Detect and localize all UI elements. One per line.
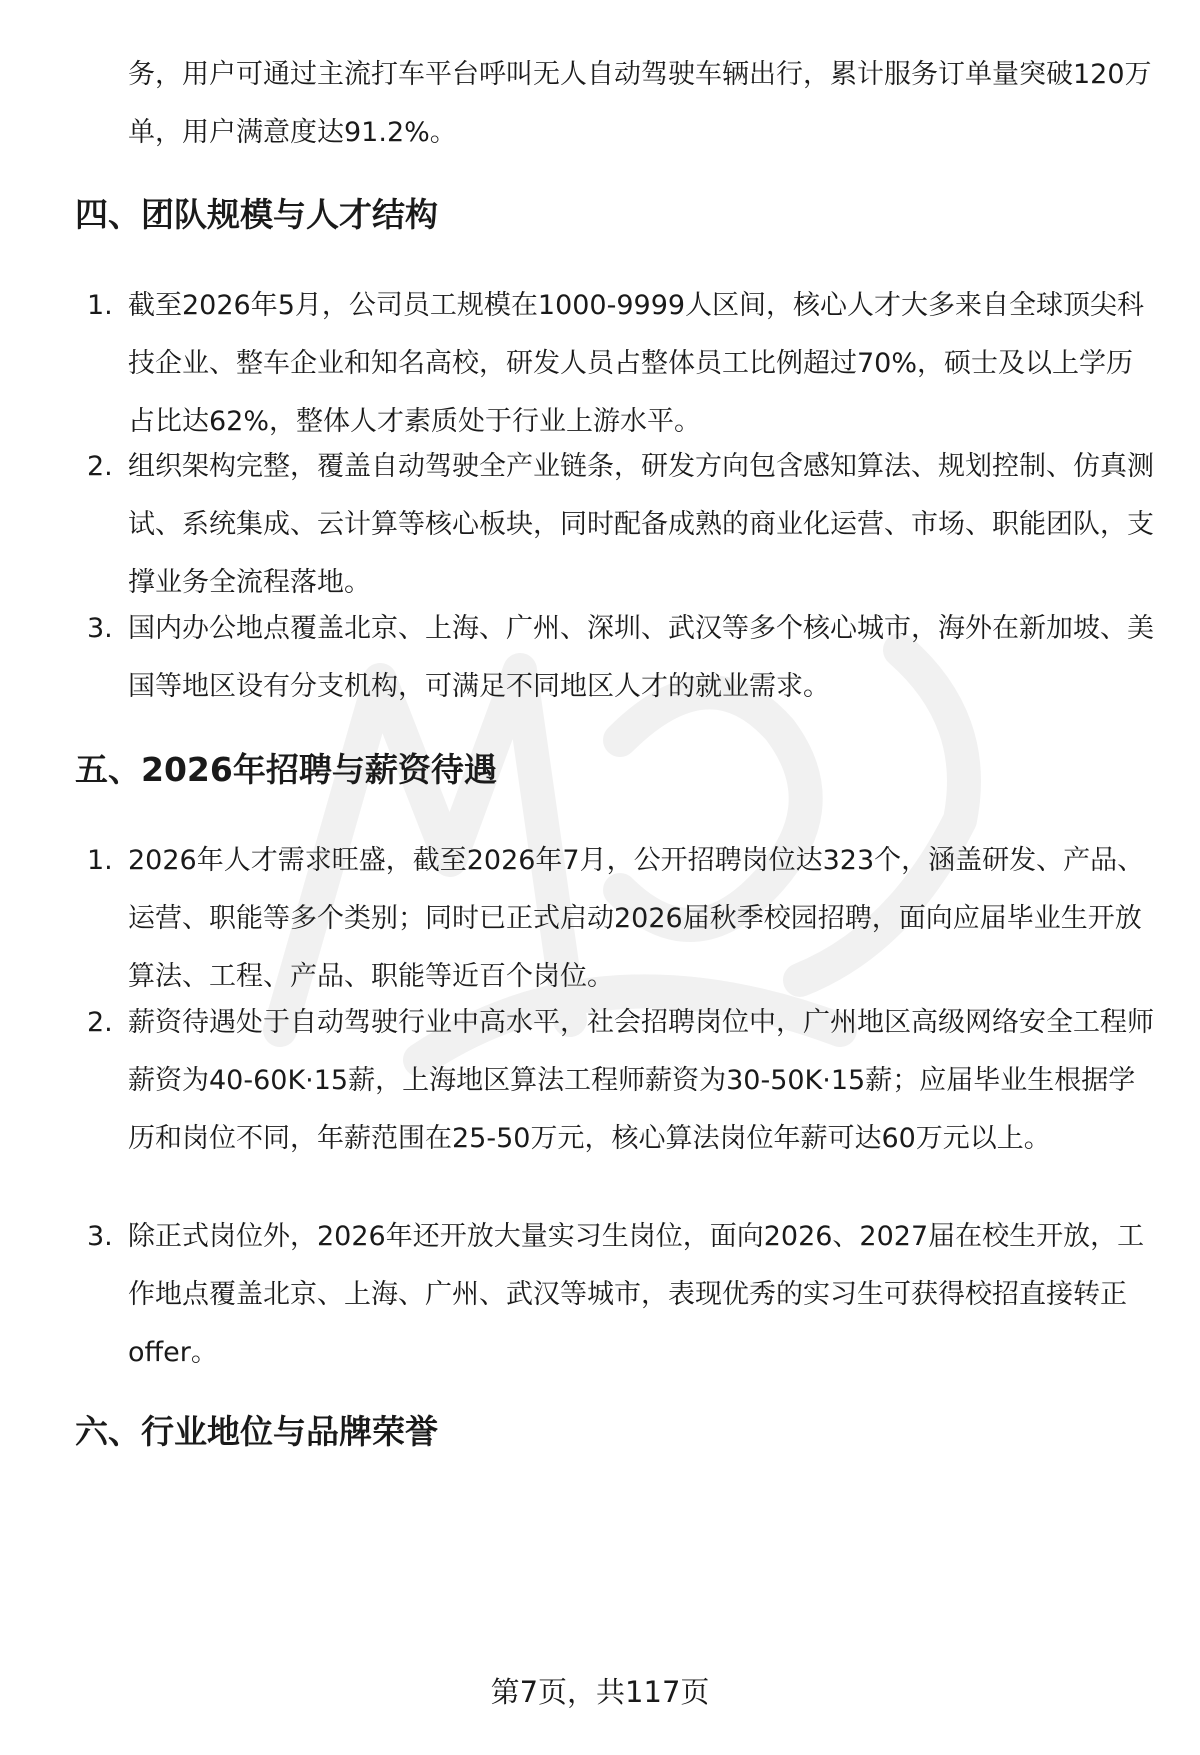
- list-item-text: 截至2026年5月，公司员工规模在1000-9999人区间，核心人才大多来自全球顶尖科技企业、整车企业和知名高校，研发人员占整体员工比例超过70%，硕士及以上学历占比达62%，整体人才素质处于行业上游水平。: [128, 290, 1145, 437]
- list-item-number: 2.: [87, 451, 113, 482]
- page-number: 第7页，共117页: [490, 1675, 710, 1709]
- list-item-text: 薪资待遇处于自动驾驶行业中高水平，社会招聘岗位中，广州地区高级网络安全工程师薪资为40-60K·15薪，上海地区算法工程师薪资为30-50K·15薪；应届毕业生根据学历和岗位不同，年薪范围在25-50万元，核心算法岗位年薪可达60万元以上。: [128, 1007, 1154, 1154]
- list-item-number: 3.: [87, 1221, 113, 1252]
- list-item-text: 国内办公地点覆盖北京、上海、广州、深圳、武汉等多个核心城市，海外在新加坡、美国等地区设有分支机构，可满足不同地区人才的就业需求。: [128, 613, 1154, 702]
- list-item-number: 1.: [87, 290, 113, 321]
- list-item-number: 2.: [87, 1007, 113, 1038]
- intro-paragraph: 务，用户可通过主流打车平台呼叫无人自动驾驶车辆出行，累计服务订单量突破120万单，用户满意度达91.2%。: [128, 59, 1152, 148]
- list-item-text: 2026年人才需求旺盛，截至2026年7月，公开招聘岗位达323个，涵盖研发、产品、运营、职能等多个类别；同时已正式启动2026届秋季校园招聘，面向应届毕业生开放算法、工程、产品、职能等近百个岗位。: [128, 845, 1145, 992]
- section-heading-recruitment: 五、2026年招聘与薪资待遇: [75, 750, 497, 789]
- list-item-number: 3.: [87, 613, 113, 644]
- section-heading-team: 四、团队规模与人才结构: [75, 195, 438, 234]
- list-item-text: 除正式岗位外，2026年还开放大量实习生岗位，面向2026、2027届在校生开放，工作地点覆盖北京、上海、广州、武汉等城市，表现优秀的实习生可获得校招直接转正offer。: [128, 1221, 1145, 1368]
- section-heading-industry: 六、行业地位与品牌荣誉: [75, 1412, 438, 1451]
- list-item-number: 1.: [87, 845, 113, 876]
- list-item-text: 组织架构完整，覆盖自动驾驶全产业链条，研发方向包含感知算法、规划控制、仿真测试、系统集成、云计算等核心板块，同时配备成熟的商业化运营、市场、职能团队，支撑业务全流程落地。: [128, 451, 1154, 598]
